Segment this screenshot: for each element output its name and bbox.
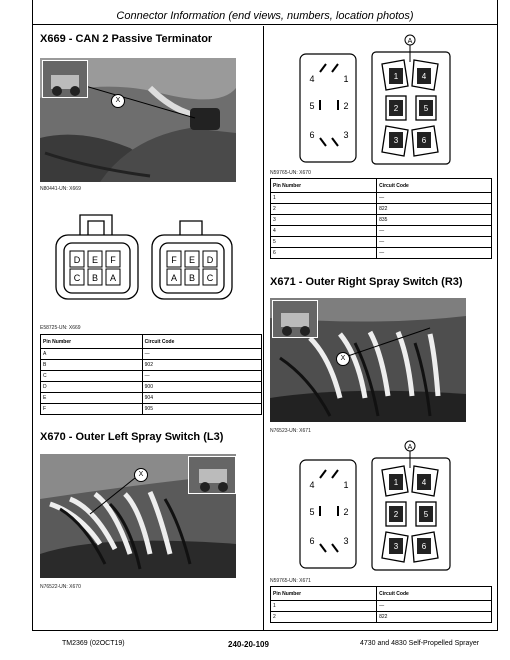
switch-pin-label: 6 xyxy=(309,536,315,546)
x669-pin-label: E xyxy=(91,255,99,265)
svg-text:4: 4 xyxy=(421,478,427,487)
svg-text:1: 1 xyxy=(393,72,399,81)
col-pin-number: Pin Number xyxy=(41,335,143,349)
x671-switch-diagram xyxy=(290,440,470,572)
col-pin-number: Pin Number xyxy=(271,179,377,193)
x671-photo-caption: N76523-UN: X671 xyxy=(270,428,311,434)
table-row: 4 — xyxy=(271,226,492,237)
switch-pin-label: 2 xyxy=(343,507,349,517)
switch-pin-label: 6 xyxy=(309,130,315,140)
x670-diagram-caption: N59765-UN: X670 xyxy=(270,170,311,176)
x670-callout: X xyxy=(134,468,148,482)
x671-callout: X xyxy=(336,352,350,366)
x669-inset-photo xyxy=(42,60,88,98)
col-circuit-code: Circuit Code xyxy=(377,587,492,601)
col-circuit-code: Circuit Code xyxy=(142,335,261,349)
switch-pin-label: 4 xyxy=(309,480,315,490)
table-row: B 902 xyxy=(41,360,262,371)
table-row: 1 — xyxy=(271,193,492,204)
table-row: C — xyxy=(41,371,262,382)
x669-pin-table xyxy=(40,334,262,415)
x669-title: X669 - CAN 2 Passive Terminator xyxy=(40,33,213,45)
table-row: D 900 xyxy=(41,382,262,393)
svg-text:6: 6 xyxy=(421,136,427,145)
x669-pin-label: C xyxy=(206,273,214,283)
column-divider xyxy=(263,26,264,630)
col-pin-number: Pin Number xyxy=(271,587,377,601)
x670-pin-table xyxy=(270,178,492,259)
switch-pin-label: 3 xyxy=(343,130,349,140)
x669-connector-diagram xyxy=(52,207,236,307)
x670-switch-diagram xyxy=(290,34,470,166)
x669-pin-label: D xyxy=(206,255,214,265)
switch-pin-label: 4 xyxy=(309,74,315,84)
x671-location-photo xyxy=(270,298,466,422)
x670-title: X670 - Outer Left Spray Switch (L3) xyxy=(40,431,224,443)
table-row: E 904 xyxy=(41,393,262,404)
x669-callout: X xyxy=(111,94,125,108)
svg-text:2: 2 xyxy=(393,104,399,113)
svg-text:4: 4 xyxy=(421,72,427,81)
switch-pin-label: 5 xyxy=(309,101,315,111)
svg-text:1: 1 xyxy=(393,478,399,487)
x671-inset-photo xyxy=(272,300,318,338)
table-row: 5 — xyxy=(271,237,492,248)
svg-text:5: 5 xyxy=(423,510,429,519)
x669-pin-label: A xyxy=(170,273,178,283)
footer-model: 4730 and 4830 Self-Propelled Sprayer xyxy=(360,640,480,647)
svg-text:2: 2 xyxy=(393,510,399,519)
x669-pin-label: E xyxy=(188,255,196,265)
x669-photo-caption: N80441-UN: X669 xyxy=(40,186,81,192)
x669-pin-label: D xyxy=(73,255,81,265)
footer-doc-id: TM2369 (02OCT19) xyxy=(62,640,125,647)
switch-pin-label: 5 xyxy=(309,507,315,517)
table-row: 6 — xyxy=(271,248,492,259)
x669-pin-label: B xyxy=(91,273,99,283)
x669-pin-label: F xyxy=(171,255,177,265)
table-row: F 905 xyxy=(41,404,262,415)
x671-pin-table xyxy=(270,586,492,623)
x669-pin-label: C xyxy=(73,273,81,283)
table-row: 2 822 xyxy=(271,612,492,623)
switch-pin-label: 1 xyxy=(343,480,349,490)
table-row: 3 835 xyxy=(271,215,492,226)
x669-pin-label: F xyxy=(110,255,116,265)
col-circuit-code: Circuit Code xyxy=(377,179,492,193)
table-row: A — xyxy=(41,349,262,360)
x671-title: X671 - Outer Right Spray Switch (R3) xyxy=(270,276,463,288)
x671-callout-a: A xyxy=(407,444,413,451)
svg-text:6: 6 xyxy=(421,542,427,551)
footer-page-number: 240-20-109 xyxy=(228,640,269,649)
svg-text:3: 3 xyxy=(393,542,399,551)
header-rule xyxy=(32,24,498,25)
svg-text:5: 5 xyxy=(423,104,429,113)
switch-pin-label: 2 xyxy=(343,101,349,111)
x670-photo-caption: N76522-UN: X670 xyxy=(40,584,81,590)
switch-pin-label: 3 xyxy=(343,536,349,546)
x669-pin-label: B xyxy=(188,273,196,283)
x670-location-photo xyxy=(40,454,236,578)
x670-inset-photo xyxy=(188,456,236,494)
x669-location-photo xyxy=(40,58,236,182)
table-row: 2 822 xyxy=(271,204,492,215)
svg-text:3: 3 xyxy=(393,136,399,145)
page-header: Connector Information (end views, numbers, location photos) xyxy=(116,10,414,22)
x671-diagram-caption: N59765-UN: X671 xyxy=(270,578,311,584)
table-row: 1 — xyxy=(271,601,492,612)
switch-pin-label: 1 xyxy=(343,74,349,84)
x669-diagram-caption: E58725-UN: X669 xyxy=(40,325,81,331)
x669-pin-label: A xyxy=(109,273,117,283)
x670-callout-a: A xyxy=(407,38,413,45)
